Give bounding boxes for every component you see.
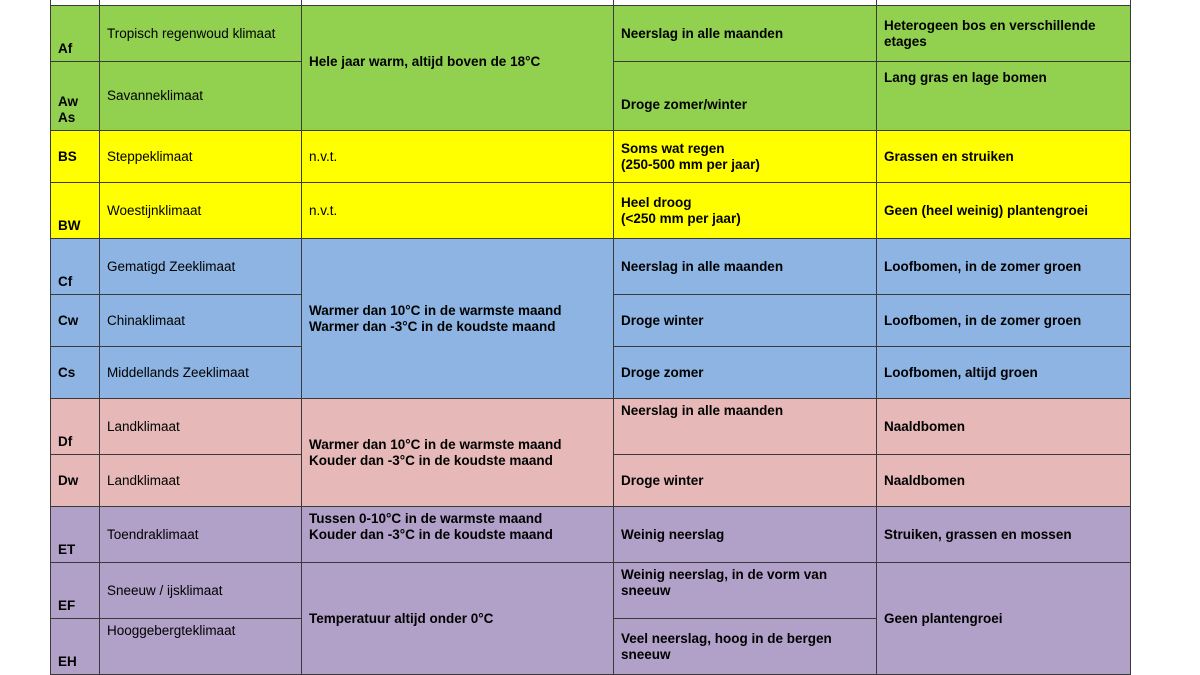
vegetation-cell: Naaldbomen [877,455,1131,507]
climate-code: ET [51,507,100,563]
climate-code-line: As [58,110,76,125]
precipitation-cell: Neerslag in alle maanden [614,399,877,455]
vegetation-cell: Heterogeen bos en verschillende etages [877,6,1131,62]
climate-name: Sneeuw / ijsklimaat [100,563,302,619]
temperature-line: Warmer dan 10°C in de warmste maand [309,302,562,318]
precipitation-line: (250-500 mm per jaar) [621,156,760,172]
climate-code: EF [51,563,100,619]
climate-code: Df [51,399,100,455]
precipitation-cell: Droge winter [614,295,877,347]
temperature-cell: n.v.t. [302,131,614,183]
climate-code [51,62,100,131]
climate-name: Middellands Zeeklimaat [100,347,302,399]
precipitation-line: Soms wat regen [621,140,725,156]
vegetation-cell: Struiken, grassen en mossen [877,507,1131,563]
temperature-line: Kouder dan -3°C in de koudste maand [309,452,553,468]
precipitation-cell: Droge winter [614,455,877,507]
climate-table [50,0,1131,675]
temperature-cell: Hele jaar warm, altijd boven de 18°C [302,6,614,131]
temperature-cell: Temperatuur altijd onder 0°C [302,563,614,675]
climate-name: Landklimaat [100,399,302,455]
temperature-cell [302,507,614,563]
table-row [51,131,1131,183]
climate-name: Steppeklimaat [100,131,302,183]
table-row [51,399,1131,455]
climate-name: Toendraklimaat [100,507,302,563]
table-row [51,563,1131,619]
temperature-line: Warmer dan -3°C in de koudste maand [309,318,556,334]
climate-name: Tropisch regenwoud klimaat [100,6,302,62]
precipitation-cell [614,131,877,183]
climate-code: Af [51,6,100,62]
precipitation-cell [614,183,877,239]
temperature-line: Kouder dan -3°C in de koudste maand [309,527,553,542]
climate-code: BW [51,183,100,239]
vegetation-cell: Lang gras en lage bomen [877,62,1131,131]
climate-name: Landklimaat [100,455,302,507]
precipitation-cell: Neerslag in alle maanden [614,239,877,295]
precipitation-cell: Droge zomer [614,347,877,399]
temperature-line: Warmer dan 10°C in de warmste maand [309,436,562,452]
vegetation-cell: Loofbomen, altijd groen [877,347,1131,399]
climate-code: EH [51,619,100,675]
precipitation-line: Heel droog [621,194,692,210]
precipitation-cell: Droge zomer/winter [614,62,877,131]
climate-code: Dw [51,455,100,507]
climate-code: Cf [51,239,100,295]
vegetation-cell: Naaldbomen [877,399,1131,455]
vegetation-cell: Geen plantengroei [877,563,1131,675]
precipitation-cell: Weinig neerslag, in de vorm van sneeuw [614,563,877,619]
table-row [51,183,1131,239]
precipitation-cell: Weinig neerslag [614,507,877,563]
climate-code-line: Aw [58,94,79,109]
temperature-cell [302,239,614,399]
vegetation-cell: Geen (heel weinig) plantengroei [877,183,1131,239]
climate-code: Cw [51,295,100,347]
table-row [51,6,1131,62]
precipitation-cell: Veel neerslag, hoog in de bergen sneeuw [614,619,877,675]
vegetation-cell: Grassen en struiken [877,131,1131,183]
table-row [51,239,1131,295]
climate-name: Savanneklimaat [100,62,302,131]
temperature-line: Tussen 0-10°C in de warmste maand [309,511,543,526]
climate-name: Hooggebergteklimaat [100,619,302,675]
climate-name: Woestijnklimaat [100,183,302,239]
temperature-cell: n.v.t. [302,183,614,239]
climate-name: Chinaklimaat [100,295,302,347]
climate-code: Cs [51,347,100,399]
climate-code: BS [51,131,100,183]
precipitation-line: (<250 mm per jaar) [621,210,741,226]
vegetation-cell: Loofbomen, in de zomer groen [877,239,1131,295]
precipitation-cell: Neerslag in alle maanden [614,6,877,62]
climate-name: Gematigd Zeeklimaat [100,239,302,295]
temperature-cell [302,399,614,507]
table-row [51,507,1131,563]
vegetation-cell: Loofbomen, in de zomer groen [877,295,1131,347]
